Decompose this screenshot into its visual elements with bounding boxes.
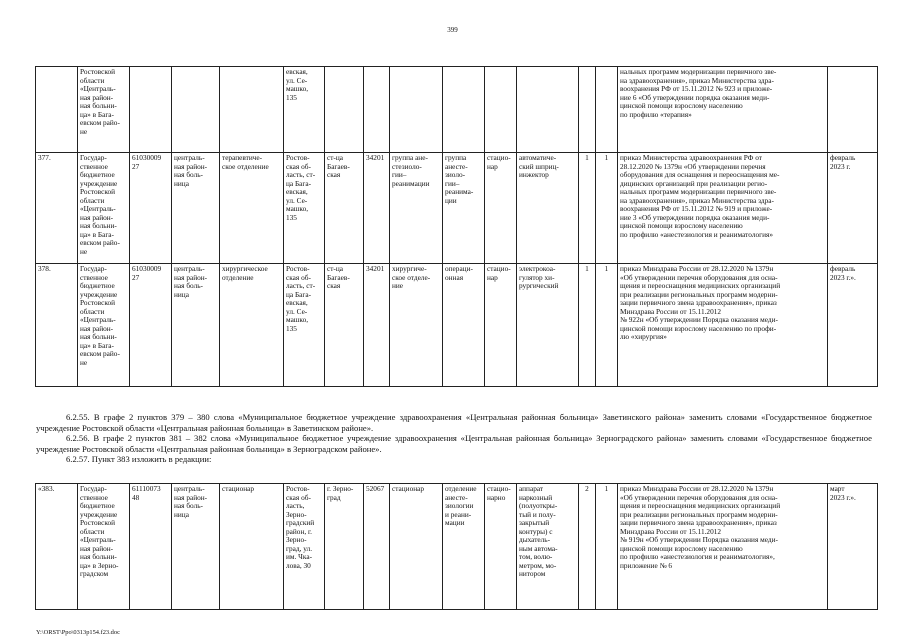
- cell-code: 61030009 27: [130, 264, 172, 387]
- cell-date: февраль 2023 г.: [828, 153, 878, 264]
- table-row: [36, 264, 878, 387]
- cell-equipment: [517, 67, 579, 153]
- cell-condition: [485, 67, 517, 153]
- cell-condition: стацио- нар: [485, 264, 517, 387]
- cell-address: евская, ул. Се- машко, 135: [284, 67, 325, 153]
- cell-num: 377.: [36, 153, 78, 264]
- cell-equipment: электрокоа- гулятор хи- рургический: [517, 264, 579, 387]
- cell-okato: [364, 67, 390, 153]
- cell-address: Ростов- ская об- ласть, ст- ца Бага- евская, ул. Се- машко, 135: [284, 264, 325, 387]
- cell-profile2: отделение анесте- зиологии и реани- мации: [443, 484, 485, 610]
- paragraph: 6.2.56. В графе 2 пунктов 381 – 382 слова «Муниципальное бюджетное учреждение здравоохранения «Центральная районная больница» Зерноградского района» заменить словами «Государственное бюджетное учреждение Ростовской области «Центральная районная больница» в Зерноградском районе».: [36, 433, 872, 454]
- cell-profile: стационар: [390, 484, 443, 610]
- cell-basis: приказ Минздрава России от 28.12.2020 № 1379н «Об утверждении перечня оборудования для осна- щения и переоснащения медицинских организаций при реализации региональных программ модерни- зации первичного звена здравоохранения», приказ Минздрава России от 15.11.2012 № 919н «Об утверждении Порядка оказания меди- цинской помощи взрослому населению по профилю «анестезиология и реаниматология», приложение № 6: [618, 484, 828, 610]
- cell-type: [172, 67, 220, 153]
- cell-date: февраль 2023 г.».: [828, 264, 878, 387]
- narrative-text: [36, 412, 872, 465]
- cell-okato: 52067: [364, 484, 390, 610]
- cell-equipment: автоматиче- ский шприц- инжектор: [517, 153, 579, 264]
- table-row: [36, 67, 878, 153]
- data-table-bottom: [35, 483, 878, 610]
- cell-dept: терапевтиче- ское отделение: [220, 153, 284, 264]
- cell-address: Ростов- ская об- ласть, Зерно- градский район, г. Зерно- град, ул. им. Чка- лова, 30: [284, 484, 325, 610]
- cell-locality: г. Зерно- град: [325, 484, 364, 610]
- cell-qty: 2: [579, 484, 596, 610]
- paragraph: 6.2.55. В графе 2 пунктов 379 – 380 слова «Муниципальное бюджетное учреждение здравоохранения «Центральная районная больница» Заветинского района» заменить словами «Государственное бюджетное учреждение Ростовской области «Центральная районная больница» в Заветинском районе».: [36, 412, 872, 433]
- cell-okato: 34201: [364, 264, 390, 387]
- cell-dept: хирургическое отделение: [220, 264, 284, 387]
- cell-org: Ростовской области «Централь- ная район- ная больни- ца» в Бага- евском райо- не: [78, 67, 130, 153]
- cell-profile: хирургиче- ское отделе- ние: [390, 264, 443, 387]
- cell-qty2: 1: [596, 264, 618, 387]
- cell-condition: стацио- нар: [485, 153, 517, 264]
- cell-code: [130, 67, 172, 153]
- cell-qty: 1: [579, 153, 596, 264]
- cell-profile2: [443, 67, 485, 153]
- cell-num: 378.: [36, 264, 78, 387]
- table-row: [36, 484, 878, 610]
- cell-profile2: операци- онная: [443, 264, 485, 387]
- cell-condition: стацио- нарно: [485, 484, 517, 610]
- table-row: [36, 153, 878, 264]
- cell-okato: 34201: [364, 153, 390, 264]
- cell-org: Государ- ственное бюджетное учреждение Ростовской области «Централь- ная район- ная больни- ца» в Бага- евском райо- не: [78, 153, 130, 264]
- cell-dept: стационар: [220, 484, 284, 610]
- cell-profile2: группа анесте- зиоло- гии– реанима- ции: [443, 153, 485, 264]
- cell-type: централь- ная район- ная боль- ница: [172, 153, 220, 264]
- footer-file-path: Y:\ORST\Ppo\0313p154.f23.doc: [36, 629, 120, 636]
- cell-address: Ростов- ская об- ласть, ст- ца Бага- евская, ул. Се- машко, 135: [284, 153, 325, 264]
- cell-num: «383.: [36, 484, 78, 610]
- cell-locality: [325, 67, 364, 153]
- cell-org: Государ- ственное бюджетное учреждение Ростовской области «Централь- ная район- ная больни- ца» в Бага- евском райо- не: [78, 264, 130, 387]
- cell-basis: приказ Министерства здравоохранения РФ от 28.12.2020 № 1379н «Об утверждении перечня оборудования для оснащения и переоснащения ме- дицинских организаций при реализации регио- нальных программ модернизации первичного зве- на здравоохранения», приказ Министерства здра- воохранения РФ от 15.11.2012 № 919 и приложе- ние 3 «Об утверждении порядка оказания меди- цинской помощи взрослому населению по профилю «анестезиология и реаниматология»: [618, 153, 828, 264]
- paragraph: 6.2.57. Пункт 383 изложить в редакции:: [66, 454, 212, 465]
- cell-dept: [220, 67, 284, 153]
- cell-date: март 2023 г.».: [828, 484, 878, 610]
- cell-type: централь- ная район- ная боль- ница: [172, 264, 220, 387]
- cell-qty2: 1: [596, 484, 618, 610]
- page-number: 399: [447, 26, 458, 34]
- cell-locality: ст-ца Багаев- ская: [325, 264, 364, 387]
- cell-profile: группа ане- стезиоло- гии– реанимации: [390, 153, 443, 264]
- cell-qty: [579, 67, 596, 153]
- cell-num: [36, 67, 78, 153]
- cell-code: 61030009 27: [130, 153, 172, 264]
- cell-basis: приказ Минздрава России от 28.12.2020 № 1379н «Об утверждении перечня оборудования для осна- щения и переоснащения медицинских организаций при реализации региональных программ модерни- зации первичного звена здравоохранения», приказ Минздрава России от 15.11.2012 № 922н «Об утверждении Порядка оказания меди- цинской помощи взрослому населению по профи- лю «хирургия»: [618, 264, 828, 387]
- cell-org: Государ- ственное бюджетное учреждение Ростовской области «Централь- ная район- ная больни- ца» в Зерно- градском: [78, 484, 130, 610]
- cell-profile: [390, 67, 443, 153]
- data-table-top: [35, 66, 878, 387]
- cell-type: централь- ная район- ная боль- ница: [172, 484, 220, 610]
- cell-date: [828, 67, 878, 153]
- cell-qty2: [596, 67, 618, 153]
- cell-basis: нальных программ модернизации первичного зве- на здравоохранения», приказ Министерства здра- воохранения РФ от 15.11.2012 № 923 и приложе- ние 6 «Об утверждении порядка оказания меди- цинской помощи взрослому населению по профилю «терапия»: [618, 67, 828, 153]
- cell-locality: ст-ца Багаев- ская: [325, 153, 364, 264]
- cell-qty2: 1: [596, 153, 618, 264]
- cell-code: 61110073 48: [130, 484, 172, 610]
- cell-equipment: аппарат наркозный (полуоткры- тый и полу- закрытый контуры) с дыхатель- ным автома- том, волю- метром, мо- нитором: [517, 484, 579, 610]
- cell-qty: 1: [579, 264, 596, 387]
